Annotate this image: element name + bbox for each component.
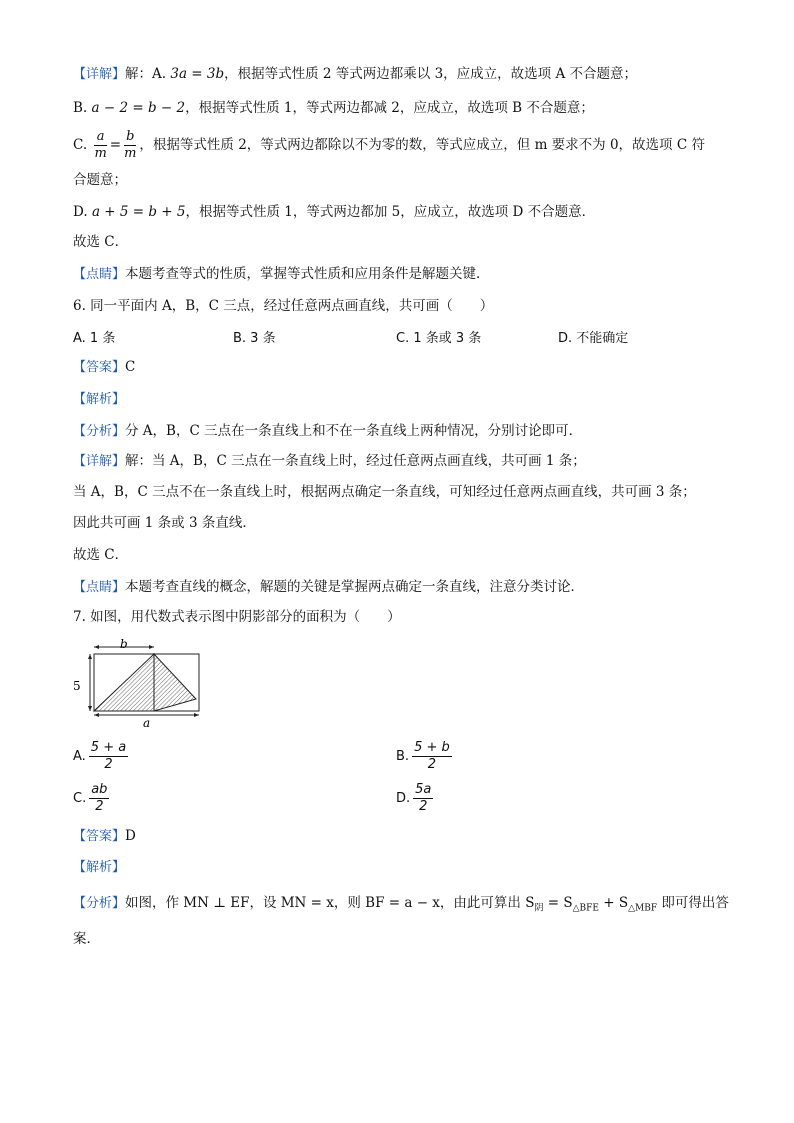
shaded-triangle-right [154, 654, 196, 711]
analysis-tag: 【解析】 [73, 392, 126, 407]
q5-c-text: ，根据等式性质 2，等式两边都除以不为零的数，等式应成立，但 m 要求不为 0，故选项 C 符 [139, 137, 705, 153]
option-fraction [413, 782, 433, 815]
q5-d-equation: a + 5 = b + 5 [91, 204, 186, 220]
fraction-numerator: b [126, 129, 135, 144]
detail-tag: 【详解】 [73, 454, 126, 469]
arrow-b-right [149, 645, 154, 649]
q5-comment-line [73, 264, 490, 285]
arrow-a-left [94, 713, 99, 717]
q7-option-c [73, 782, 112, 815]
q7-option-a [73, 740, 131, 773]
fraction-denominator: m [124, 146, 137, 161]
q5-c-fraction-right [124, 129, 136, 162]
fraction-denominator: 2 [419, 799, 428, 814]
option-fraction [412, 740, 452, 773]
q6-detail-line-2: 当 A，B，C 三点不在一条直线上时，根据两点确定一条直线，可知经过任意两点画直线，共可画 3 条； [73, 484, 696, 500]
q7-method-sub-2: △BFE [572, 903, 599, 914]
option-prefix: B. [396, 749, 410, 764]
q7-method-line-2: 案． [73, 931, 100, 947]
q5-option-d-line [73, 202, 595, 222]
q6-detail-line-3: 因此共可画 1 条或 3 条直线． [73, 515, 256, 531]
answer-tag: 【答案】 [73, 360, 126, 375]
label-b: b [120, 638, 128, 651]
answer-tag: 【答案】 [73, 829, 126, 844]
q6-detail-line-1 [73, 451, 586, 472]
q5-d-prefix: D. [73, 204, 92, 220]
method-tag: 【分析】 [73, 424, 126, 439]
q5-choose: 故选 C． [73, 234, 129, 250]
arrow-5-bottom [88, 706, 92, 711]
q5-a-equation: 3a = 3b [170, 66, 225, 82]
q6-option-c: C. 1 条或 3 条 [396, 331, 482, 346]
q5-option-a-line [73, 64, 637, 85]
q5-comment-text: 本题考查等式的性质，掌握等式性质和应用条件是解题关键． [125, 266, 490, 282]
fraction-numerator: a [94, 129, 106, 146]
q6-choose: 故选 C． [73, 547, 129, 563]
q7-method-text-2: = S [543, 895, 573, 911]
fraction-denominator: 2 [104, 757, 113, 772]
q6-option-a: A. 1 条 [73, 331, 116, 346]
q6-answer-line [73, 357, 135, 378]
q5-c-prefix: C. [73, 137, 92, 153]
method-tag: 【分析】 [73, 896, 126, 911]
q7-method-text-3: + S [598, 895, 629, 911]
fraction-denominator: 2 [427, 757, 437, 772]
fraction-denominator: m [94, 146, 107, 161]
q5-a-prefix: 解：A. [125, 66, 171, 82]
q7-answer-value: D [125, 828, 136, 844]
q7-figure [70, 638, 205, 730]
q7-analysis-tag [73, 857, 125, 878]
arrow-b-left [94, 645, 99, 649]
q6-option-d: D. 不能确定 [558, 331, 629, 346]
q7-option-d [396, 782, 436, 815]
q5-b-text: ，根据等式性质 1，等式两边都减 2，应成立，故选项 B 不合题意； [185, 100, 594, 116]
detail-tag: 【详解】 [73, 67, 126, 82]
q7-method-sub-1: 阴 [534, 903, 544, 914]
q6-answer-value: C [125, 359, 136, 375]
q5-option-c-line-2: 合题意； [73, 172, 127, 188]
q7-option-b [396, 740, 455, 773]
q6-stem: 6. 同一平面内 A，B，C 三点，经过任意两点画直线，共可画（ ） [73, 298, 494, 314]
label-a: a [143, 716, 151, 730]
q7-stem: 7. 如图，用代数式表示图中阴影部分的面积为（ ） [73, 609, 401, 625]
q5-b-equation: a − 2 = b − 2 [91, 100, 186, 116]
option-prefix: D. [396, 791, 411, 806]
q5-d-text: ，根据等式性质 1，等式两边都加 5，应成立，故选项 D 不合题意． [185, 204, 596, 220]
q6-comment-line [73, 577, 584, 598]
q6-method-text: 分 A，B，C 三点在一条直线上和不在一条直线上两种情况，分别讨论即可． [125, 423, 583, 439]
fraction-numerator: 5 + b [414, 740, 450, 755]
q6-option-b: B. 3 条 [233, 331, 276, 346]
fraction-numerator: 5a [415, 782, 432, 797]
q7-method-sub-3: △MBF [628, 903, 658, 914]
q5-b-prefix: B. [73, 100, 92, 116]
q5-option-b-line [73, 98, 594, 118]
q5-a-text: ，根据等式性质 2 等式两边都乘以 3，应成立，故选项 A 不合题意； [224, 66, 638, 82]
q7-answer-line [73, 826, 136, 847]
q6-comment-text: 本题考查直线的概念，解题的关键是掌握两点确定一条直线，注意分类讨论． [125, 579, 585, 595]
arrow-a-right [194, 713, 199, 717]
comment-tag: 【点睛】 [73, 580, 126, 595]
q7-method-line [73, 893, 729, 919]
fraction-numerator: 5 + a [90, 740, 127, 755]
q6-method-line [73, 421, 582, 442]
option-fraction [89, 782, 109, 815]
arrow-5-top [88, 654, 92, 659]
q5-c-fraction-left [94, 129, 106, 162]
q7-method-text-1: 如图，作 MN ⊥ EF，设 MN = x，则 BF = a − x，由此可算出 S [125, 895, 535, 911]
fraction-numerator: ab [91, 782, 108, 797]
comment-tag: 【点睛】 [73, 267, 126, 282]
q6-analysis-tag [73, 389, 125, 410]
analysis-tag: 【解析】 [73, 860, 126, 875]
q7-method-text-4: 即可得出答 [657, 895, 729, 911]
fraction-denominator: 2 [95, 799, 104, 814]
q6-detail-text-1: 解：当 A，B，C 三点在一条直线上时，经过任意两点画直线，共可画 1 条； [125, 453, 586, 469]
option-prefix: A. [73, 749, 86, 764]
label-5: 5 [73, 679, 81, 693]
option-fraction [89, 740, 128, 773]
shaded-triangle-left [94, 654, 154, 711]
option-prefix: C. [73, 791, 87, 806]
q5-option-c-line: C. $\frac{a}{m}$ = $\frac{b}{m}$ ，根据等式性质 2，等式两边都除以不为零的数，等式应成立，但 m 要求不为 0，故选项 C 符 [73, 129, 705, 161]
